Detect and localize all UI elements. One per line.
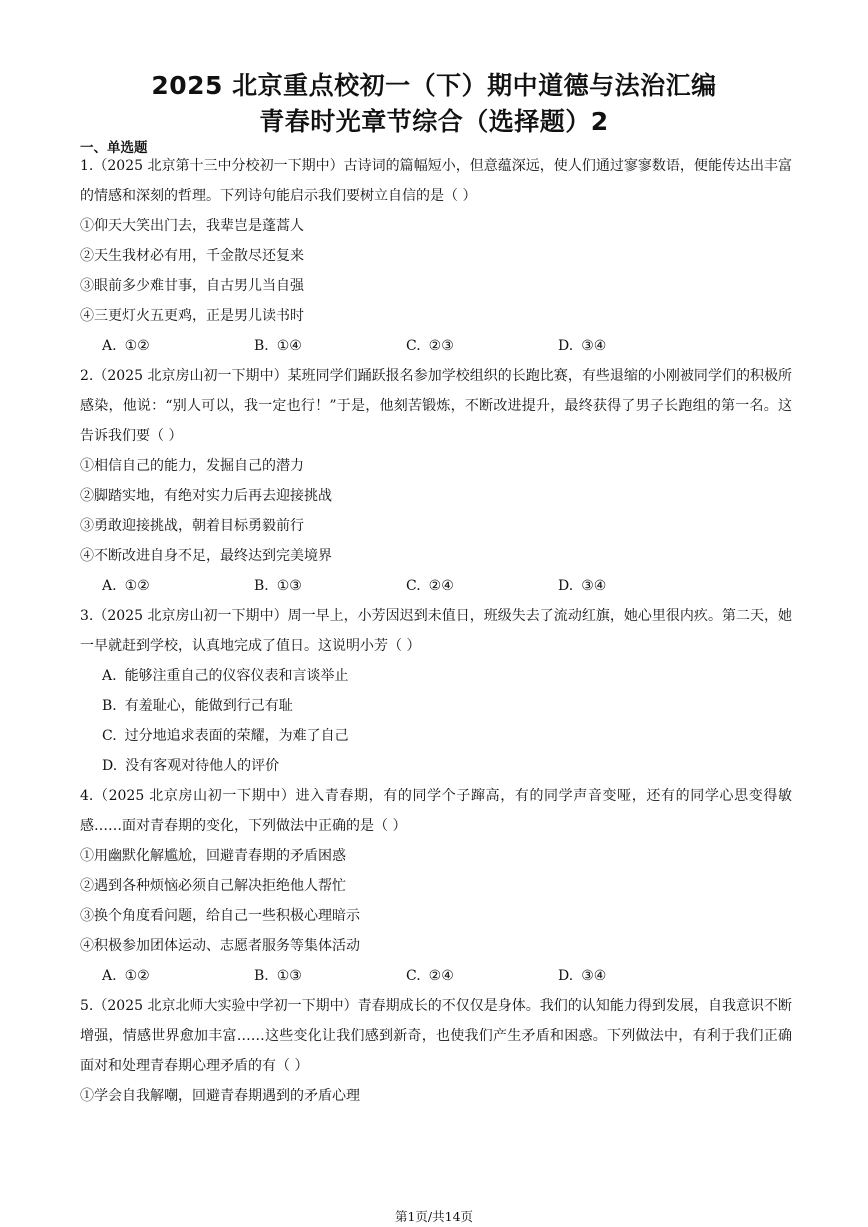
options-row bbox=[80, 961, 792, 991]
statement: ①用幽默化解尴尬，回避青春期的矛盾困惑 bbox=[80, 848, 346, 864]
statement: ②脚踏实地，有绝对实力后再去迎接挑战 bbox=[80, 488, 332, 504]
option-b bbox=[254, 571, 406, 601]
statement: ③勇敢迎接挑战，朝着目标勇毅前行 bbox=[80, 518, 304, 534]
option-text: 有羞耻心，能做到行己有耻 bbox=[124, 698, 293, 714]
question-stem: 4.（2025 北京房山初一下期中）进入青春期，有的同学个子蹿高，有的同学声音变哑，还有的同学心思变得敏感……面对青春期的变化，下列做法中正确的是（ ） bbox=[80, 788, 792, 834]
option-letter: A. bbox=[102, 338, 117, 354]
option-a bbox=[102, 331, 254, 361]
question-stem: 5.（2025 北京北师大实验中学初一下期中）青春期成长的不仅仅是身体。我们的认知能力得到发展，自我意识不断增强，情感世界愈加丰富……这些变化让我们感到新奇，也使我们产生矛盾和困惑。下列做法中，有利于我们正确面对和处理青春期心理矛盾的有（ ） bbox=[80, 998, 792, 1074]
statement: ①仰天大笑出门去，我辈岂是蓬蒿人 bbox=[80, 218, 304, 234]
question-4 bbox=[80, 781, 792, 991]
options-row bbox=[80, 571, 792, 601]
statement: ③眼前多少难甘事，自古男儿当自强 bbox=[80, 278, 304, 294]
options-row bbox=[80, 331, 792, 361]
option-letter: B. bbox=[254, 578, 269, 594]
option-text: ①② bbox=[124, 338, 150, 354]
option-text: ①② bbox=[124, 968, 150, 984]
option-letter: D. bbox=[558, 578, 574, 594]
option-text: ①② bbox=[124, 578, 150, 594]
option-text: ③④ bbox=[581, 578, 607, 594]
option-d bbox=[558, 571, 710, 601]
page-number: 第1页/共14页 bbox=[394, 1209, 474, 1224]
option-letter: B. bbox=[254, 968, 269, 984]
option-letter: D. bbox=[558, 338, 574, 354]
option-c bbox=[406, 571, 558, 601]
question-stem: 3.（2025 北京房山初一下期中）周一早上，小芳因迟到未值日，班级失去了流动红旗，她心里很内疚。第二天，她一早就赶到学校，认真地完成了值日。这说明小芳（ ） bbox=[80, 608, 792, 654]
option-b bbox=[254, 961, 406, 991]
option-text: ③④ bbox=[581, 338, 607, 354]
option-text: ①④ bbox=[276, 338, 302, 354]
option-letter: C. bbox=[406, 338, 421, 354]
question-stem: 1.（2025 北京第十三中分校初一下期中）古诗词的篇幅短小，但意蕴深远，使人们通过寥寥数语，便能传达出丰富的情感和深刻的哲理。下列诗句能启示我们要树立自信的是（ ） bbox=[80, 158, 792, 204]
option-a bbox=[102, 571, 254, 601]
option-text: ①③ bbox=[276, 578, 302, 594]
option-b bbox=[80, 691, 792, 721]
question-5 bbox=[80, 991, 792, 1111]
option-letter: C. bbox=[406, 968, 421, 984]
option-text: ①③ bbox=[276, 968, 302, 984]
statement: ②遇到各种烦恼必须自己解决拒绝他人帮忙 bbox=[80, 878, 346, 894]
option-text: ③④ bbox=[581, 968, 607, 984]
document-title: 2025 北京重点校初一（下）期中道德与法治汇编 bbox=[151, 71, 717, 100]
statement: ②天生我材必有用，千金散尽还复来 bbox=[80, 248, 304, 264]
statement: ③换个角度看问题，给自己一些积极心理暗示 bbox=[80, 908, 360, 924]
question-1 bbox=[80, 151, 792, 361]
option-c bbox=[406, 961, 558, 991]
option-c bbox=[80, 721, 792, 751]
statement: ④三更灯火五更鸡，正是男儿读书时 bbox=[80, 308, 304, 324]
option-letter: A. bbox=[102, 578, 117, 594]
option-text: 过分地追求表面的荣耀，为难了自己 bbox=[124, 728, 349, 744]
option-c bbox=[406, 331, 558, 361]
statement: ④积极参加团体运动、志愿者服务等集体活动 bbox=[80, 938, 360, 954]
question-stem: 2.（2025 北京房山初一下期中）某班同学们踊跃报名参加学校组织的长跑比赛，有些退缩的小刚被同学们的积极所感染，他说：“别人可以，我一定也行！”于是，他刻苦锻炼，不断改进提升，最终获得了男子长跑组的第一名。这告诉我们要（ ） bbox=[80, 368, 792, 444]
question-3 bbox=[80, 601, 792, 781]
option-letter: D. bbox=[558, 968, 574, 984]
option-letter: A. bbox=[102, 968, 117, 984]
option-letter: C. bbox=[406, 578, 421, 594]
option-letter: A. bbox=[102, 668, 117, 684]
statement: ①相信自己的能力，发掘自己的潜力 bbox=[80, 458, 304, 474]
option-text: 没有客观对待他人的评价 bbox=[125, 758, 280, 774]
option-a bbox=[102, 961, 254, 991]
option-letter: B. bbox=[254, 338, 269, 354]
option-d bbox=[80, 751, 792, 781]
question-list bbox=[80, 151, 792, 1111]
option-d bbox=[558, 331, 710, 361]
option-text: ②③ bbox=[428, 338, 454, 354]
option-b bbox=[254, 331, 406, 361]
option-text: ②④ bbox=[428, 968, 454, 984]
option-d bbox=[558, 961, 710, 991]
section-title: 一、单选题 bbox=[80, 140, 148, 156]
option-a bbox=[80, 661, 792, 691]
question-2 bbox=[80, 361, 792, 601]
option-letter: B. bbox=[102, 698, 117, 714]
option-text: 能够注重自己的仪容仪表和言谈举止 bbox=[124, 668, 349, 684]
option-letter: C. bbox=[102, 728, 117, 744]
document-subtitle: 青春时光章节综合（选择题）2 bbox=[259, 107, 609, 136]
statement: ④不断改进自身不足，最终达到完美境界 bbox=[80, 548, 332, 564]
option-text: ②④ bbox=[428, 578, 454, 594]
option-letter: D. bbox=[102, 758, 118, 774]
statement: ①学会自我解嘲，回避青春期遇到的矛盾心理 bbox=[80, 1088, 360, 1104]
